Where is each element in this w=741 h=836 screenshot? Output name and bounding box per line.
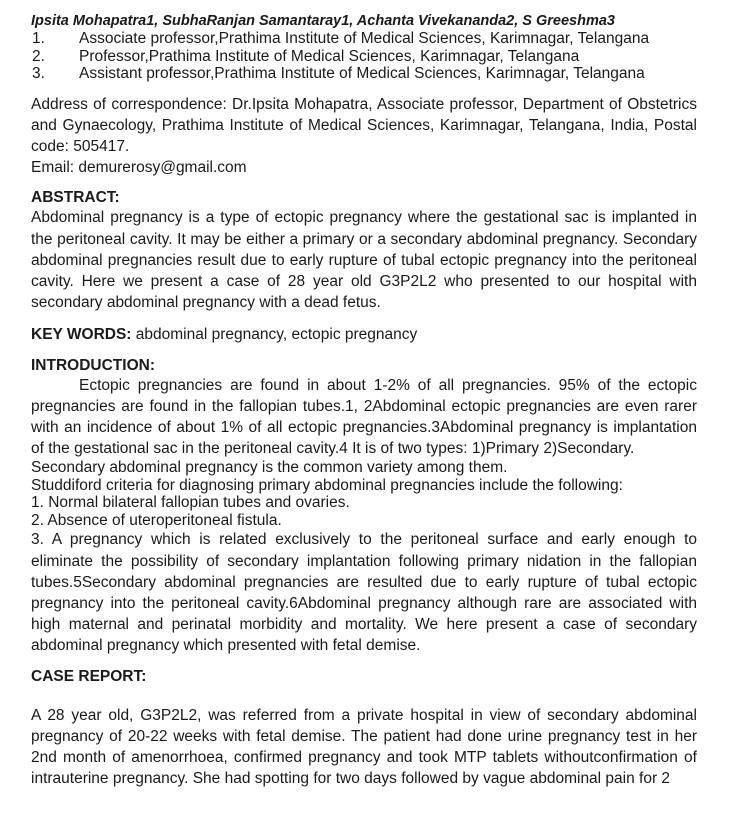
introduction-paragraph: Ectopic pregnancies are found in about 1-2% of all pregnancies. 95% of the ectopic pregnancies are found in the fallopian tubes.1, 2Abdominal ectopic pregnancies are even rarer with an incidence of about 1% of all ectopic pregnancies.3Abdominal pregnancy is implantation of the gestational sac in the peritoneal cavity.4 It is of two types: 1)Primary 2)Secondary. bbox=[31, 376, 697, 458]
keywords bbox=[31, 324, 697, 345]
criteria-intro: Studdiford criteria for diagnosing primary abdominal pregnancies include the following: bbox=[31, 476, 623, 494]
affiliation-number: 1. bbox=[32, 30, 45, 47]
document-page bbox=[31, 12, 697, 789]
author-list: Ipsita Mohapatra1, SubhaRanjan Samantaray1, Achanta Vivekananda2, S Greeshma3 bbox=[31, 13, 615, 29]
affiliation-text: Associate professor,Prathima Institute of Medical Sciences, Karimnagar, Telangana bbox=[79, 30, 650, 47]
correspondence-email: Email: demurerosy@gmail.com bbox=[31, 159, 247, 177]
case-report-text: A 28 year old, G3P2L2, was referred from a private hospital in view of secondary abdominal pregnancy of 20-22 weeks with fetal demise. The patient had done urine pregnancy test in her 2nd month of amenorrhoea, confirmed pregnancy and took MTP tablets withoutconfirmation of intrauterine pregnancy. She had spotting for two days followed by vague abdominal pain for 2 bbox=[31, 706, 697, 788]
abstract-heading: ABSTRACT: bbox=[31, 189, 120, 207]
criteria-item: 2. Absence of uteroperitoneal fistula. bbox=[31, 511, 282, 529]
affiliation-number: 3. bbox=[32, 65, 45, 82]
affiliation-text: Assistant professor,Prathima Institute of Medical Sciences, Karimnagar, Telangana bbox=[79, 65, 645, 82]
case-report-heading: CASE REPORT: bbox=[31, 667, 147, 685]
affiliation-text: Professor,Prathima Institute of Medical Sciences, Karimnagar, Telangana bbox=[79, 47, 580, 65]
affiliation-item bbox=[31, 48, 697, 66]
keywords-label: KEY WORDS: bbox=[31, 326, 132, 344]
affiliation-item bbox=[31, 65, 697, 83]
correspondence-address: Address of correspondence: Dr.Ipsita Mohapatra, Associate professor, Department of Obstetrics and Gynaecology, Prathima Institute of Medical Sciences, Karimnagar, Telangana, India, Postal code: 505417. bbox=[31, 95, 697, 155]
criteria-item: 1. Normal bilateral fallopian tubes and ovaries. bbox=[31, 494, 350, 512]
introduction-paragraph-tail: Secondary abdominal pregnancy is the common variety among them. bbox=[31, 459, 508, 477]
abstract-text: Abdominal pregnancy is a type of ectopic pregnancy where the gestational sac is implanted in the peritoneal cavity. It may be either a primary or a secondary abdominal pregnancy. Secondary abdominal pregnancies result due to early rupture of tubal ectopic pregnancy into the peritoneal cavity. Here we present a case of 28 year old G3P2L2 who presented to our hospital with secondary abdominal pregnancy with a dead fetus. bbox=[31, 209, 697, 312]
introduction-heading: INTRODUCTION: bbox=[31, 356, 155, 374]
affiliation-list bbox=[31, 30, 697, 83]
affiliation-number: 2. bbox=[32, 47, 45, 65]
affiliation-item bbox=[31, 30, 697, 48]
criteria-item-3: 3. A pregnancy which is related exclusively to the peritoneal surface and early enough to eliminate the possibility of secondary implantation following primary nidation in the fallopian tubes.5Secondary abdominal pregnancies are resulted due to early rupture of tubal ectopic pregnancy into the peritoneal cavity.6Abdominal pregnancy although rare are associated with high maternal and perinatal morbidity and mortality. We here present a case of secondary abdominal pregnancy which presented with fetal demise. bbox=[31, 531, 697, 655]
keywords-text: abdominal pregnancy, ectopic pregnancy bbox=[131, 326, 418, 344]
